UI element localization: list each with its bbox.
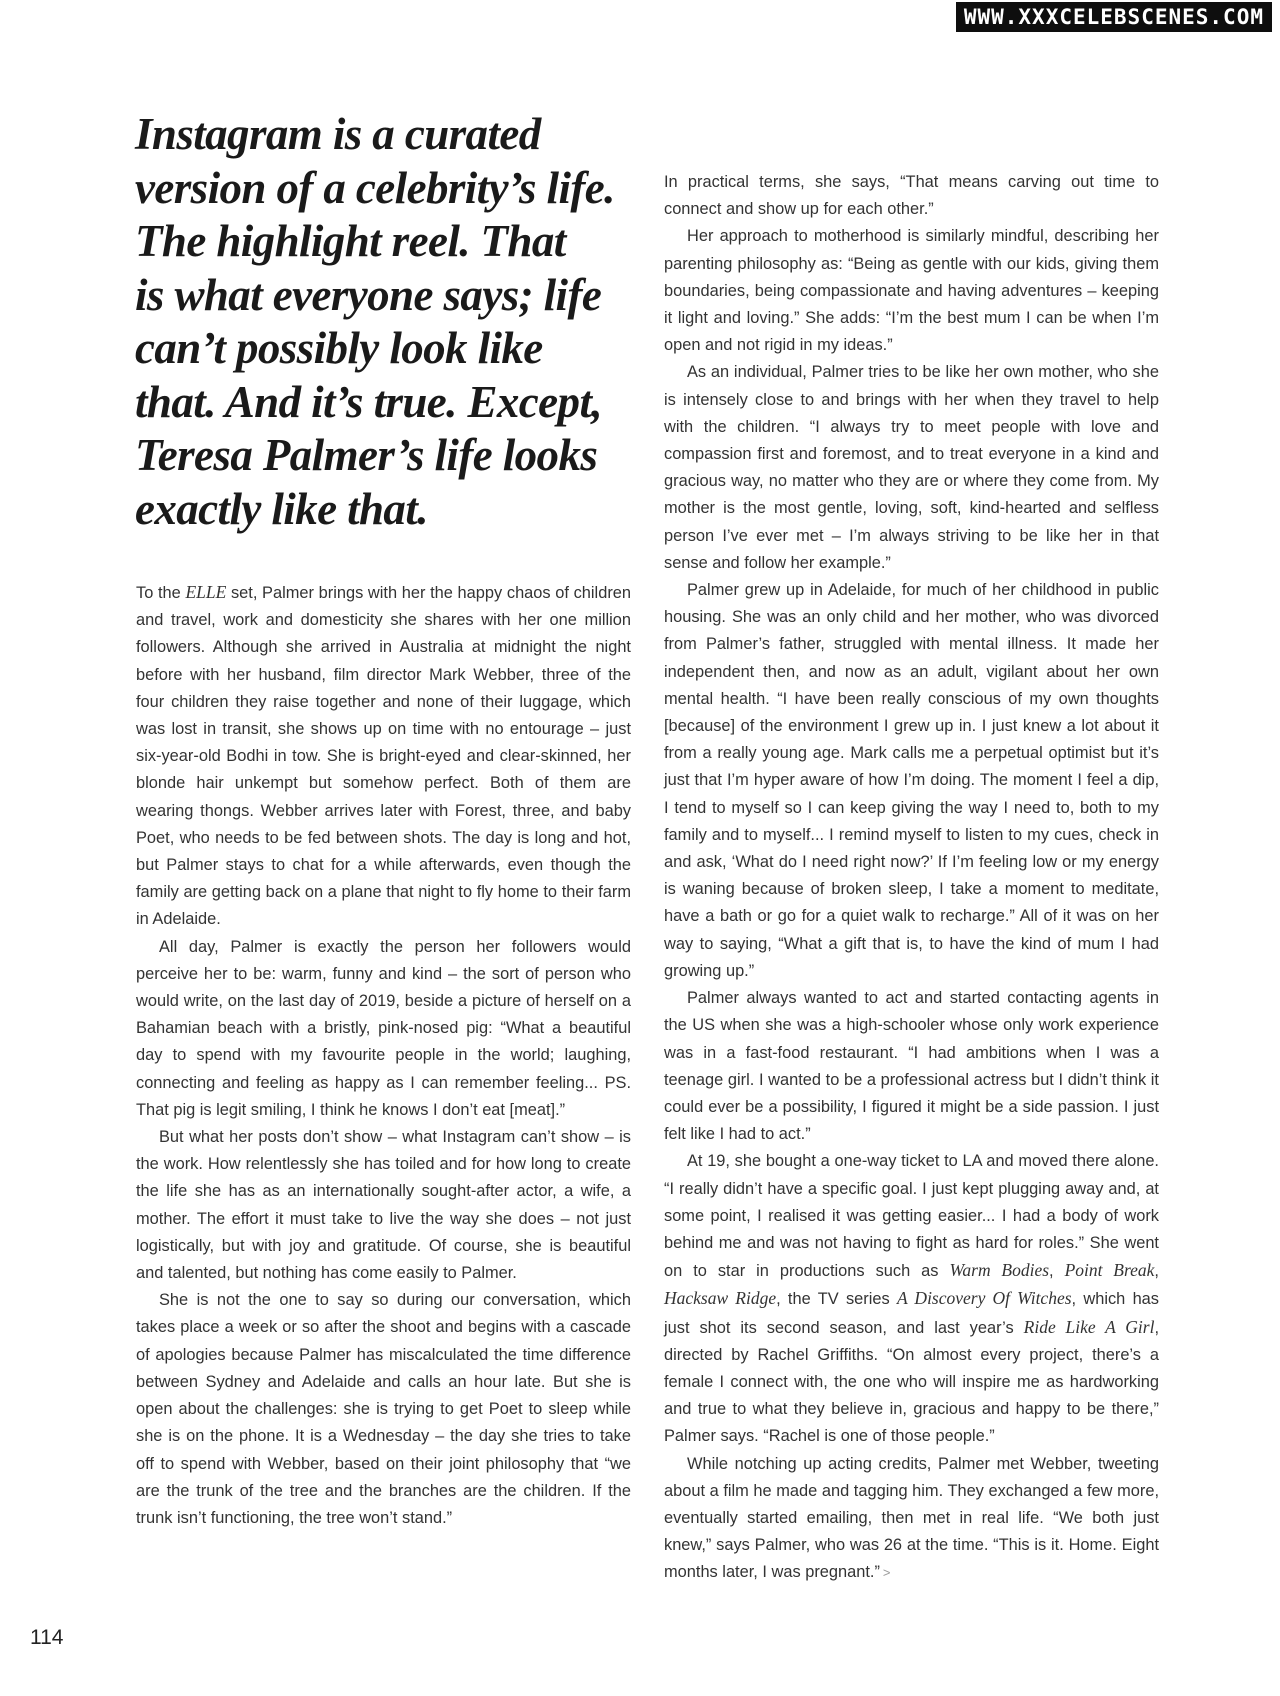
pull-quote-line: Instagram is a curated	[135, 109, 541, 159]
continue-arrow-icon: >	[882, 1565, 891, 1581]
pull-quote-line: is what everyone says; life	[135, 269, 602, 320]
article-paragraph: Palmer grew up in Adelaide, for much of her childhood in public housing. She was an only child and her mother, who was divorced from Palmer’s father, struggled with mental illness. It made her independent then, and now as an adult, vigilant about her own mental health. “I have been really conscious of my own thoughts [because] of the environment I grew up in. I just knew a lot about it from a really young age. Mark calls me a perpetual optimist but it’s just that I’m hyper aware of how I’m doing. The moment I feel a dip, I tend to myself so I can keep giving the way I need to, both to my family and to myself... I remind myself to listen to my cues, check in and ask, ‘What do I need right now?’ If I’m feeling low or my energy is waning because of broken sleep, I take a moment to meditate, have a bath or go for a quiet walk to recharge.” All of it was on her way to saying, “What a gift that is, to have the kind of mum I had growing up.”	[664, 581, 1159, 980]
article-paragraph: But what her posts don’t show – what Instagram can’t show – is the work. How relentlessly she has toiled and for how long to create the life she has as an internationally sought-after actor, a wife, a mother. The effort it must take to live the way she does – not just logistically, but with joy and gratitude. Of course, she is beautiful and talented, but nothing has come easily to Palmer.	[136, 1128, 631, 1283]
watermark-banner: WWW.XXXCELEBSCENES.COM	[956, 2, 1272, 32]
article-paragraph: Palmer always wanted to act and started contacting agents in the US when she was a high-schooler whose only work experience was in a fast-food restaurant. “I had ambitions when I was a teenage girl. I wanted to be a professional actress but I didn’t think it could ever be a possibility, I figured it might be a side passion. I just felt like I had to act.”	[664, 989, 1159, 1144]
film-title: Point Break	[1064, 1260, 1155, 1281]
article-paragraph: While notching up acting credits, Palmer met Webber, tweeting about a film he made and tagging him. They exchanged a few more, eventually started emailing, then met in real life. “We both just knew,” says Palmer, who was 26 at the time. “This is it. Home. Eight months later, I was pregnant.” >	[664, 1454, 1159, 1582]
article-paragraph: She is not the one to say so during our conversation, which takes place a week or so after the shoot and begins with a cascade of apologies because Palmer has miscalculated the time difference between Sydney and Adelaide and calls an hour late. But she is open about the challenges: she is trying to get Poet to sleep while she is on the phone. It is a Wednesday – the day she tries to take off to spend with Webber, based on their joint philosophy that “we are the trunk of the tree and the branches are the children. If the trunk isn’t functioning, the tree won’t stand.”	[136, 1291, 631, 1527]
magazine-name: ELLE	[185, 582, 227, 602]
pull-quote-line: can’t possibly look like	[135, 323, 543, 373]
article-paragraph: In practical terms, she says, “That means carving out time to connect and show up for each other.”	[664, 173, 1159, 219]
page-number: 114	[30, 1626, 64, 1649]
film-title: Warm Bodies	[949, 1260, 1050, 1281]
film-title: Hacksaw Ridge	[664, 1288, 777, 1309]
film-title: Ride Like A Girl	[1023, 1316, 1155, 1337]
article-paragraph: As an individual, Palmer tries to be like her own mother, who she is intensely close to and brings with her when they travel to help with the children. “I always try to meet people with love and compassion first and foremost, and to treat everyone in a kind and gracious way, no matter who they are or where they come from. My mother is the most gentle, loving, soft, kind-hearted and selfless person I’ve ever met – I’m always striving to be like her in that sense and follow her example.”	[664, 363, 1159, 572]
pull-quote-line: The highlight reel. That	[135, 216, 566, 266]
series-title: A Discovery Of Witches	[896, 1288, 1072, 1309]
article-paragraph: To the ELLE set, Palmer brings with her the happy chaos of children and travel, work and domesticity she shares with her one million followers. Although she arrived in Australia at midnight the night before with her husband, film director Mark Webber, three of the four children they raise together and none of their luggage, which was lost in transit, she shows up on time with no entourage – just six-year-old Bodhi in tow. She is bright-eyed and clear-skinned, her blonde hair unkempt but somehow perfect. Both of them are wearing thongs. Webber arrives later with Forest, three, and baby Poet, who needs to be fed between shots. The day is long and hot, but Palmer stays to chat for a while afterwards, even though the family are getting back on a plane that night to fly home to their farm in Adelaide.	[136, 582, 632, 929]
pull-quote-line: version of a celebrity’s life.	[135, 162, 615, 213]
article-column-left	[136, 579, 631, 1532]
article-paragraph: Her approach to motherhood is similarly mindful, describing her parenting philosophy as: “Being as gentle with our kids, giving them boundaries, being compassionate and having adventures – keeping it light and loving.” She adds: “I’m the best mum I can be when I’m open and not rigid in my ideas.”	[664, 227, 1159, 355]
article-column-right	[664, 169, 1159, 1587]
article-paragraph: At 19, she bought a one-way ticket to LA and moved there alone. “I really didn’t have a specific goal. I just kept plugging away and, at some point, I realised it was getting easier... I had a body of work behind me and was not having to fight as hard for roles.” She went on to star in productions such as Warm Bodies, Point Break, Hacksaw Ridge, the TV series A Discovery Of Witches, which has just shot its second season, and last year’s Ride Like A Girl, directed by Rachel Griffiths. “On almost every project, there’s a female I connect with, the one who will inspire me as hardworking and true to what they believe in, gracious and happy to be there,” Palmer says. “Rachel is one of those people.”	[664, 1152, 1159, 1446]
pull-quote-line: that. And it’s true. Except,	[135, 376, 602, 427]
pull-quote	[135, 108, 635, 536]
pull-quote-line: Teresa Palmer’s life looks	[135, 430, 598, 480]
article-paragraph: All day, Palmer is exactly the person her followers would perceive her to be: warm, funny and kind – the sort of person who would write, on the last day of 2019, beside a picture of herself on a Bahamian beach with a bristly, pink-nosed pig: “What a beautiful day to spend with my favourite people in the world; laughing, connecting and feeling as happy as I can remember feeling... PS. That pig is legit smiling, I think he knows I don’t eat [meat].”	[136, 937, 631, 1119]
pull-quote-line: exactly like that.	[135, 483, 428, 534]
